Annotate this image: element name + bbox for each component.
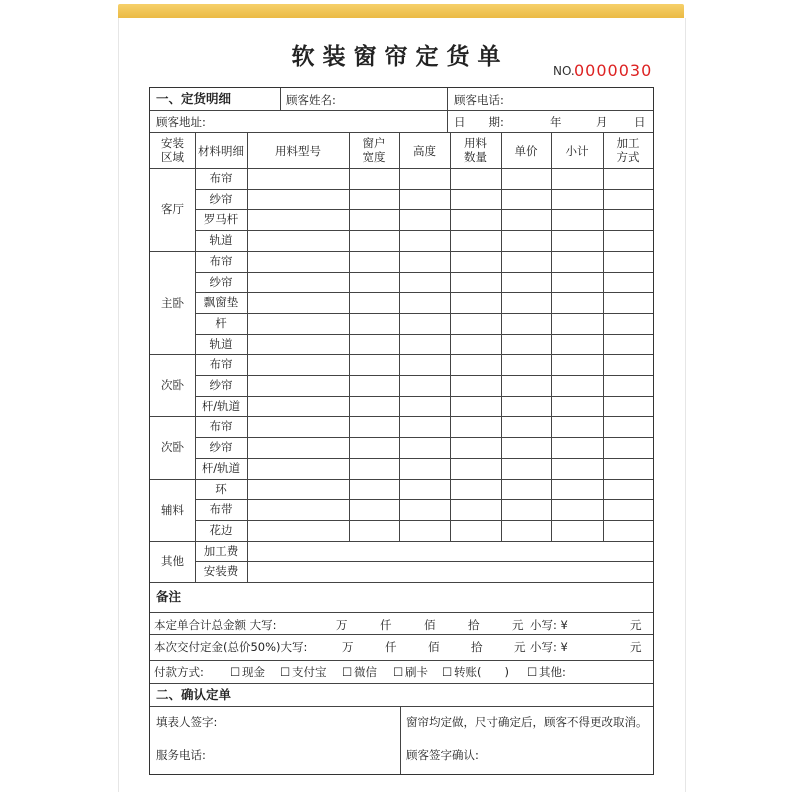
form-title: 软装窗帘定货单 [291, 44, 509, 70]
rule-line [450, 132, 451, 541]
service-phone-label: 服务电话: [156, 748, 206, 762]
rule-line [150, 354, 653, 355]
total-unit-0: 万 [336, 618, 348, 632]
item-label: 轨道 [209, 233, 233, 248]
total-small-label: 小写: ¥ [530, 618, 568, 632]
rule-line [150, 706, 653, 707]
rule-line [195, 132, 196, 582]
item-label: 杆 [215, 315, 227, 330]
rule-line [195, 396, 653, 397]
rule-line [501, 132, 502, 541]
column-header-width: 窗户宽度 [362, 136, 386, 164]
rule-line [150, 541, 653, 542]
item-label: 布帘 [209, 357, 233, 372]
item-label: 纱帘 [209, 378, 233, 392]
rule-line [195, 230, 653, 231]
total-unit-4: 元 [512, 618, 524, 632]
column-header-material: 材料明细 [198, 144, 244, 158]
rule-line [195, 272, 653, 273]
cancellation-notice: 窗帘均定做，尺寸确定后，顾客不得更改取消。 [406, 715, 648, 729]
item-label: 杆/轨道 [201, 398, 241, 413]
checkbox-0[interactable]: ☐ [230, 665, 241, 679]
rule-line [150, 634, 653, 635]
rule-line [603, 132, 604, 541]
item-label: 安装费 [203, 564, 239, 579]
payment-option-label: 转账( ) [454, 665, 509, 679]
total-label: 本定单合计总金额 大写: [154, 618, 277, 632]
rule-line [150, 660, 653, 661]
deposit-yuan-label: 元 [630, 640, 642, 654]
item-label: 罗马杆 [203, 212, 239, 227]
item-label: 环 [215, 481, 227, 496]
rule-line [551, 132, 552, 541]
order-form-table [149, 87, 654, 775]
rule-line [195, 437, 653, 438]
item-label: 纱帘 [209, 191, 233, 206]
deposit-label: 本次交付定金(总价50%)大写: [154, 640, 308, 654]
customer-name-label: 顾客姓名: [286, 93, 336, 107]
area-label: 次卧 [161, 440, 184, 455]
rule-line [280, 88, 281, 110]
rule-line [150, 168, 653, 169]
column-header-height: 高度 [413, 144, 436, 158]
rule-line [150, 251, 653, 252]
serial-number: 0000030 [574, 61, 653, 80]
rule-line [150, 683, 653, 684]
rule-line [195, 189, 653, 190]
rule-line [195, 375, 653, 376]
rule-line [247, 132, 248, 582]
deposit-unit-1: 仟 [385, 640, 397, 654]
payment-option-label: 现金 [242, 665, 265, 679]
total-unit-3: 拾 [468, 618, 480, 632]
deposit-unit-0: 万 [342, 640, 354, 654]
item-label: 布帘 [209, 253, 233, 268]
payment-method-label: 付款方式: [154, 665, 204, 679]
item-label: 布带 [209, 502, 233, 517]
item-label: 布帘 [209, 419, 233, 434]
rule-line [150, 110, 653, 111]
area-label: 辅料 [161, 502, 184, 517]
payment-option-label: 其他: [539, 665, 566, 679]
column-header-qty: 用料数量 [464, 136, 487, 164]
date-month-label: 月 [596, 115, 608, 129]
checkbox-4[interactable]: ☐ [442, 665, 453, 679]
date-day-label: 日 [634, 115, 646, 129]
rule-line [150, 416, 653, 417]
area-label: 客厅 [161, 202, 184, 217]
column-header-model: 用料型号 [275, 144, 321, 158]
total-unit-2: 佰 [424, 618, 436, 632]
rule-line [195, 334, 653, 335]
checkbox-1[interactable]: ☐ [280, 665, 291, 679]
total-yuan-label: 元 [630, 618, 642, 632]
date-year-label: 年 [550, 115, 562, 129]
item-label: 杆/轨道 [201, 460, 241, 475]
item-label: 轨道 [209, 336, 233, 351]
item-label: 纱帘 [209, 440, 233, 455]
notes-label: 备注 [156, 589, 182, 604]
rule-line [150, 479, 653, 480]
payment-option-label: 支付宝 [292, 665, 327, 679]
rule-line [399, 132, 400, 541]
rule-line [150, 132, 653, 133]
rule-line [150, 612, 653, 613]
rule-line [447, 110, 448, 132]
deposit-unit-2: 佰 [428, 640, 440, 654]
rule-line [195, 458, 653, 459]
item-label: 布帘 [209, 171, 233, 185]
deposit-unit-3: 拾 [471, 640, 483, 654]
checkbox-2[interactable]: ☐ [342, 665, 353, 679]
item-label: 花边 [209, 522, 233, 537]
rule-line [195, 499, 653, 500]
rule-line [447, 88, 448, 110]
customer-phone-label: 顾客电话: [454, 93, 504, 107]
payment-option-label: 微信 [354, 665, 377, 679]
rule-line [195, 313, 653, 314]
rule-line [349, 132, 350, 541]
area-label: 其他 [161, 554, 184, 569]
column-header-subtotal: 小计 [565, 144, 589, 158]
item-label: 加工费 [203, 543, 239, 558]
customer-signature-label: 顾客签字确认: [406, 748, 479, 762]
item-label: 飘窗垫 [203, 295, 239, 310]
deposit-small-label: 小写: ¥ [530, 640, 568, 654]
rule-line [400, 706, 401, 774]
section-1-heading: 一、定货明细 [156, 91, 232, 106]
customer-address-label: 顾客地址: [156, 115, 206, 129]
payment-option-label: 刷卡 [405, 665, 428, 679]
date-label: 日 期: [454, 115, 504, 129]
column-header-area: 安装区域 [161, 136, 184, 164]
rule-line [247, 541, 248, 582]
total-unit-1: 仟 [380, 618, 392, 632]
filler-signature-label: 填表人签字: [156, 715, 218, 729]
column-header-method: 加工方式 [616, 136, 640, 164]
rule-line [195, 561, 653, 562]
column-header-price: 单价 [514, 144, 538, 158]
deposit-unit-4: 元 [514, 640, 526, 654]
area-label: 次卧 [161, 378, 184, 393]
item-label: 纱帘 [209, 274, 233, 289]
checkbox-3[interactable]: ☐ [393, 665, 404, 679]
checkbox-5[interactable]: ☐ [527, 665, 538, 679]
rule-line [195, 520, 653, 521]
rule-line [195, 209, 653, 210]
serial-number-label: NO. [553, 64, 575, 78]
rule-line [195, 292, 653, 293]
rule-line [150, 582, 653, 583]
area-label: 主卧 [161, 295, 184, 310]
section-2-heading: 二、确认定单 [156, 687, 232, 702]
